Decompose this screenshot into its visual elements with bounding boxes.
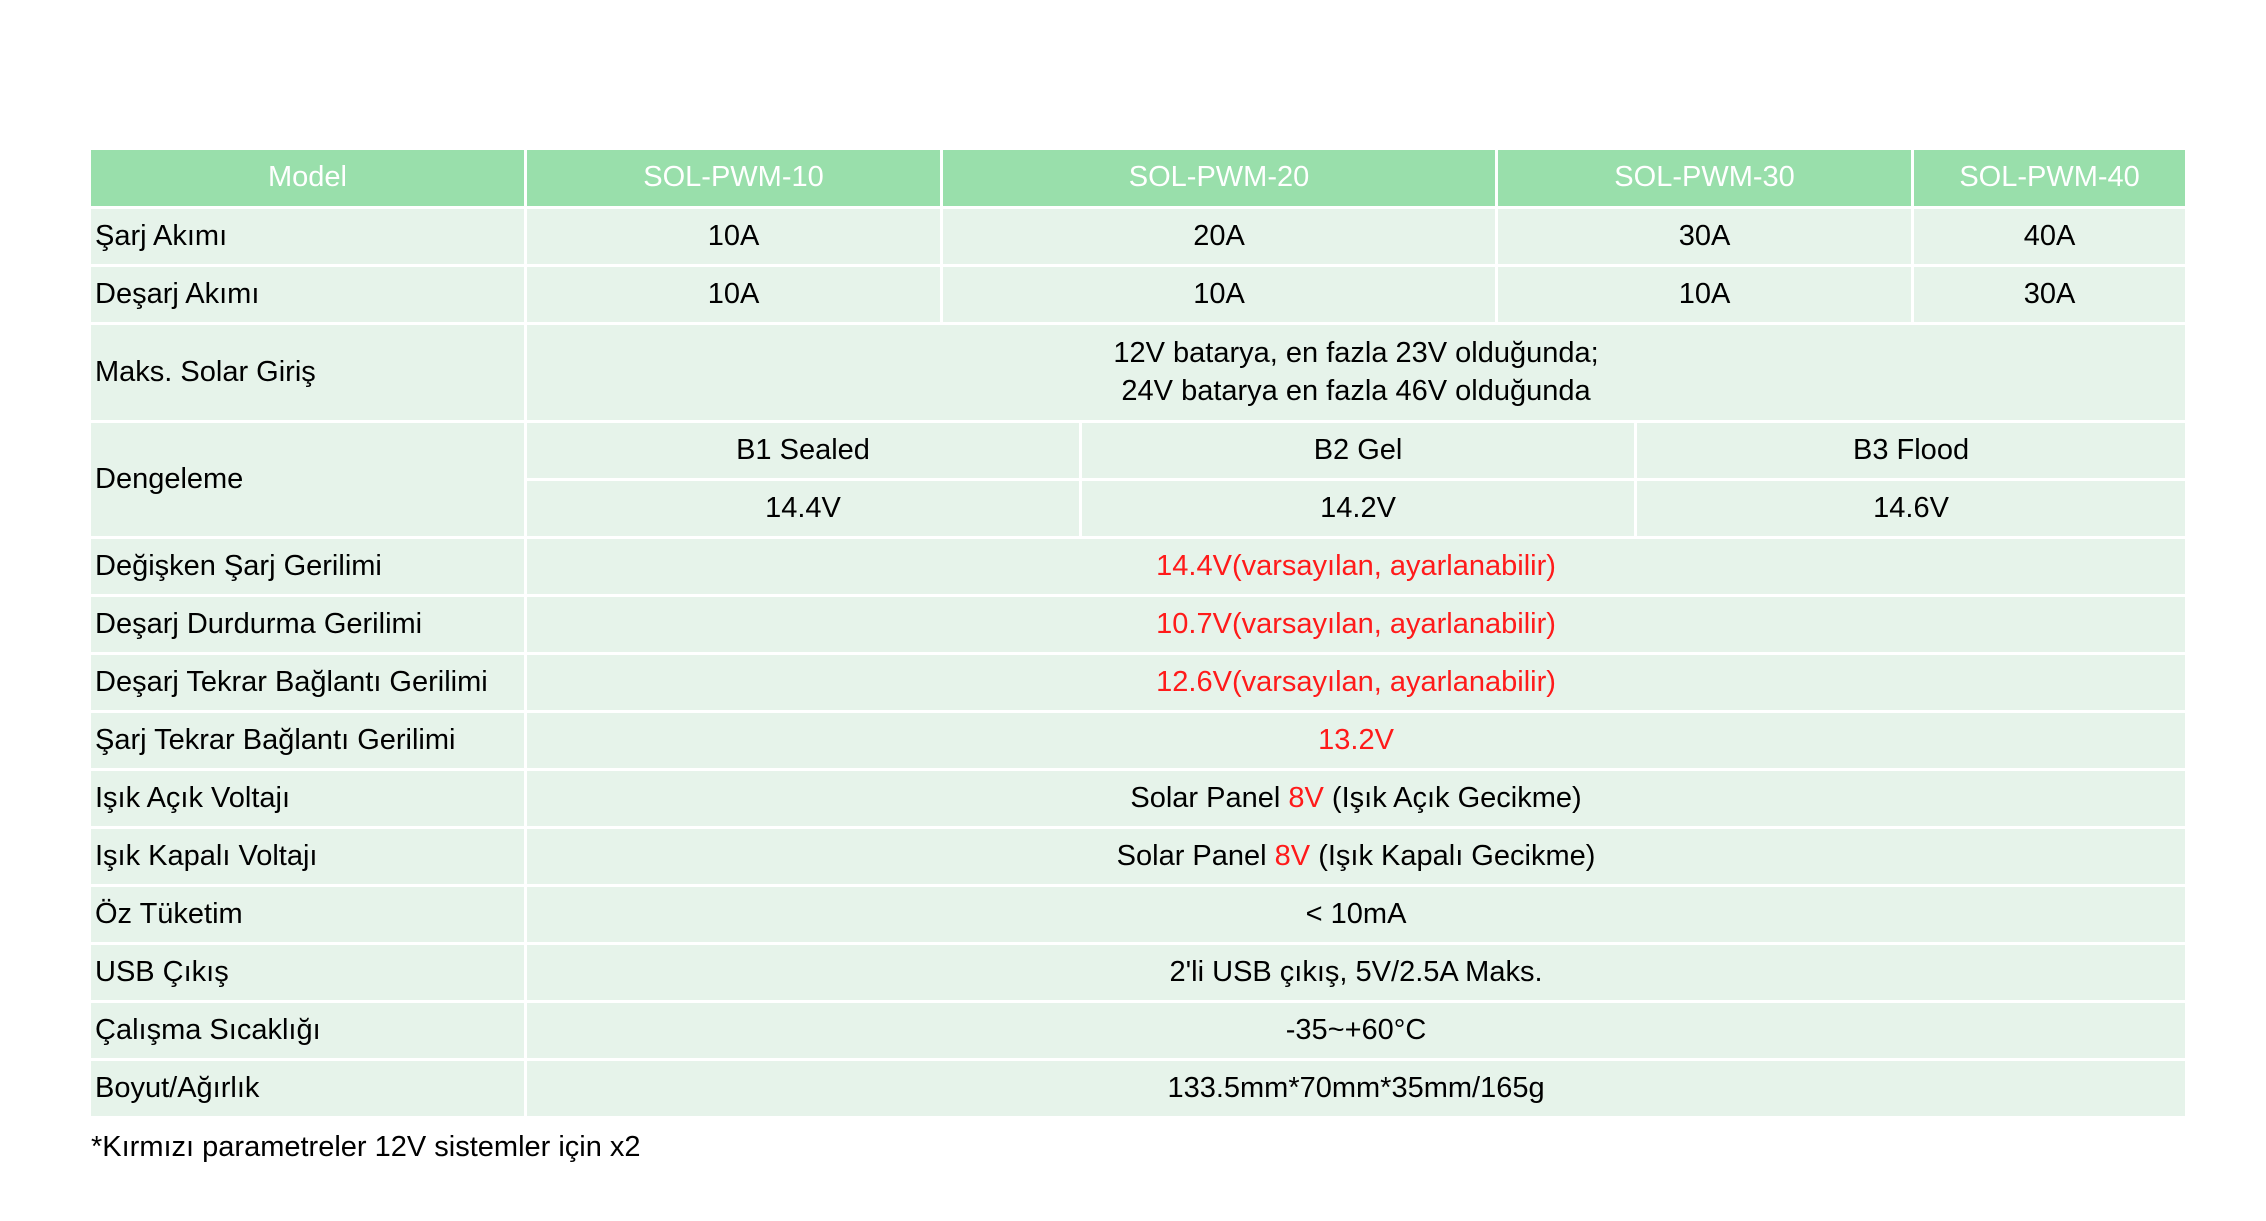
table-cell: -35~+60°C: [526, 1002, 2187, 1060]
table-cell: 13.2V: [526, 712, 2187, 770]
equalization-type-b2: B2 Gel: [1081, 422, 1636, 480]
table-cell: 10A: [942, 266, 1497, 324]
row-label: Deşarj Durdurma Gerilimi: [90, 596, 526, 654]
equalization-type-b1: B1 Sealed: [526, 422, 1081, 480]
charge-reconnect-row: [90, 712, 2187, 770]
row-label: Çalışma Sıcaklığı: [90, 1002, 526, 1060]
row-label: Deşarj Akımı: [90, 266, 526, 324]
equalization-value-b2: 14.2V: [1081, 480, 1636, 538]
discharge-current-row: [90, 266, 2187, 324]
table-cell: 40A: [1913, 208, 2187, 266]
table-cell: 30A: [1913, 266, 2187, 324]
table-cell: 10A: [526, 208, 942, 266]
row-label: Boyut/Ağırlık: [90, 1060, 526, 1118]
table-cell: 10A: [526, 266, 942, 324]
table-cell: 30A: [1497, 208, 1913, 266]
row-label: Deşarj Tekrar Bağlantı Gerilimi: [90, 654, 526, 712]
equalization-type-b3: B3 Flood: [1636, 422, 2187, 480]
float-charge-row: [90, 538, 2187, 596]
spec-table: [88, 147, 2188, 1119]
header-sol-pwm-40: SOL-PWM-40: [1913, 149, 2187, 208]
equalization-value-b3: 14.6V: [1636, 480, 2187, 538]
table-cell: [526, 828, 2187, 886]
row-label: Işık Açık Voltajı: [90, 770, 526, 828]
equalization-value-b1: 14.4V: [526, 480, 1081, 538]
row-label: Şarj Akımı: [90, 208, 526, 266]
light-on-value: 8V: [1288, 781, 1324, 814]
light-off-suffix: (Işık Kapalı Gecikme): [1310, 839, 1596, 872]
table-cell: 133.5mm*70mm*35mm/165g: [526, 1060, 2187, 1118]
table-cell: 2'li USB çıkış, 5V/2.5A Maks.: [526, 944, 2187, 1002]
row-label: Değişken Şarj Gerilimi: [90, 538, 526, 596]
light-off-value: 8V: [1274, 839, 1311, 872]
table-cell: 14.4V(varsayılan, ayarlanabilir): [526, 538, 2187, 596]
header-sol-pwm-20: SOL-PWM-20: [942, 149, 1497, 208]
table-cell: < 10mA: [526, 886, 2187, 944]
light-off-prefix: Solar Panel: [1116, 839, 1275, 872]
self-consumption-row: [90, 886, 2187, 944]
equalization-types-row: [90, 422, 2187, 480]
header-sol-pwm-30: SOL-PWM-30: [1497, 149, 1913, 208]
light-on-row: [90, 770, 2187, 828]
table-cell: [526, 770, 2187, 828]
discharge-reconnect-row: [90, 654, 2187, 712]
row-label: Dengeleme: [90, 422, 526, 538]
row-label: Öz Tüketim: [90, 886, 526, 944]
row-label: USB Çıkış: [90, 944, 526, 1002]
row-label: Maks. Solar Giriş: [90, 324, 526, 422]
max-solar-line-2: 24V batarya en fazla 46V olduğunda: [1121, 374, 1591, 407]
table-cell: 10A: [1497, 266, 1913, 324]
charge-current-row: [90, 208, 2187, 266]
row-label: Şarj Tekrar Bağlantı Gerilimi: [90, 712, 526, 770]
header-row: [90, 149, 2187, 208]
size-weight-row: [90, 1060, 2187, 1118]
header-sol-pwm-10: SOL-PWM-10: [526, 149, 942, 208]
light-on-prefix: Solar Panel: [1130, 781, 1289, 814]
table-cell: 20A: [942, 208, 1497, 266]
header-model: Model: [90, 149, 526, 208]
max-solar-input-row: [90, 324, 2187, 422]
row-label: Işık Kapalı Voltajı: [90, 828, 526, 886]
table-cell: 10.7V(varsayılan, ayarlanabilir): [526, 596, 2187, 654]
max-solar-line-1: 12V batarya, en fazla 23V olduğunda;: [1113, 336, 1599, 369]
table-cell: 12.6V(varsayılan, ayarlanabilir): [526, 654, 2187, 712]
light-off-row: [90, 828, 2187, 886]
table-cell: [526, 324, 2187, 422]
operating-temp-row: [90, 1002, 2187, 1060]
discharge-stop-row: [90, 596, 2187, 654]
usb-output-row: [90, 944, 2187, 1002]
footnote: *Kırmızı parametreler 12V sistemler için x2: [91, 1131, 641, 1163]
light-on-suffix: (Işık Açık Gecikme): [1323, 781, 1582, 814]
